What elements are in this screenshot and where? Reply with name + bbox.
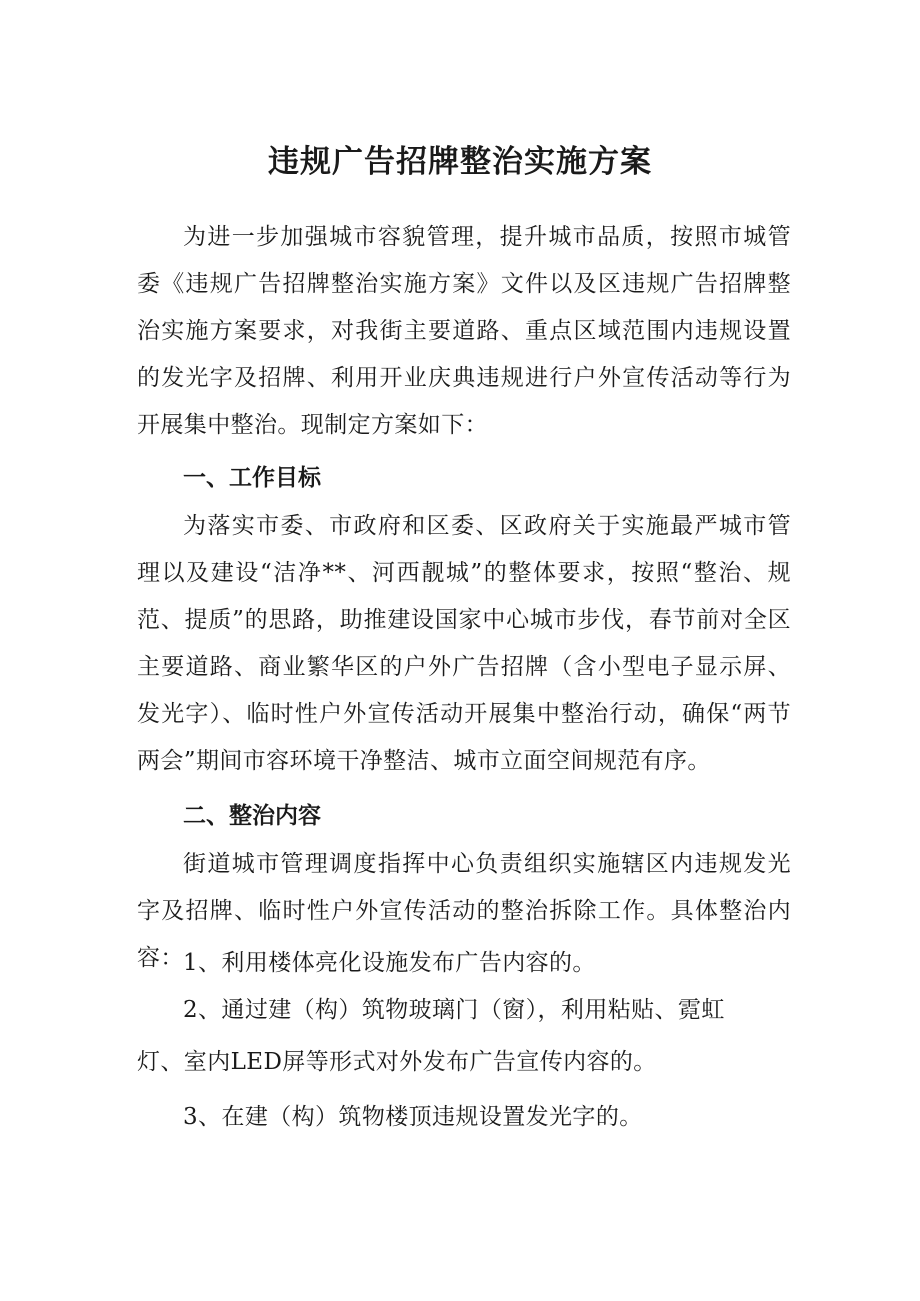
list-item bbox=[137, 1097, 791, 1137]
list-item-text: 3、在建（构）筑物楼顶违规设置发光字的。 bbox=[183, 1104, 643, 1130]
list-item bbox=[137, 990, 791, 1082]
document-title: 违规广告招牌整治实施方案 bbox=[268, 144, 652, 180]
list-item bbox=[137, 943, 791, 983]
list-item-text-continued: 灯、室内LED屏等形式对外发布广告宣传内容的。 bbox=[137, 1049, 657, 1075]
list-item-text: 2、通过建（构）筑物玻璃门（窗），利用粘贴、霓虹 bbox=[183, 997, 725, 1023]
intro-paragraph: 为进一步加强城市容貌管理，提升城市品质，按照市城管委《违规广告招牌整治实施方案》文件以及区违规广告招牌整治实施方案要求，对我街主要道路、重点区域范围内违规设置的发光字及招牌、利用开业庆典违规进行户外宣传活动等行为开展集中整治。现制定方案如下： bbox=[137, 224, 791, 438]
section-heading-content: 二、整治内容 bbox=[183, 803, 321, 829]
goals-paragraph: 为落实市委、市政府和区委、区政府关于实施最严城市管理以及建设“洁净**、河西靓城”的整体要求，按照“整治、规范、提质”的思路，助推建设国家中心城市步伐，春节前对全区主要道路、商业繁华区的户外广告招牌（含小型电子显示屏、发光字）、临时性户外宣传活动开展集中整治行动，确保“两节两会”期间市容环境干净整洁、城市立面空间规范有序。 bbox=[137, 513, 791, 774]
content-paragraph: 街道城市管理调度指挥中心负责组织实施辖区内违规发光字及招牌、临时性户外宣传活动的整治拆除工作。具体整治内容： bbox=[137, 851, 791, 971]
list-item-text: 1、利用楼体亮化设施发布广告内容的。 bbox=[183, 950, 596, 976]
section-heading-goals: 一、工作目标 bbox=[183, 465, 321, 491]
